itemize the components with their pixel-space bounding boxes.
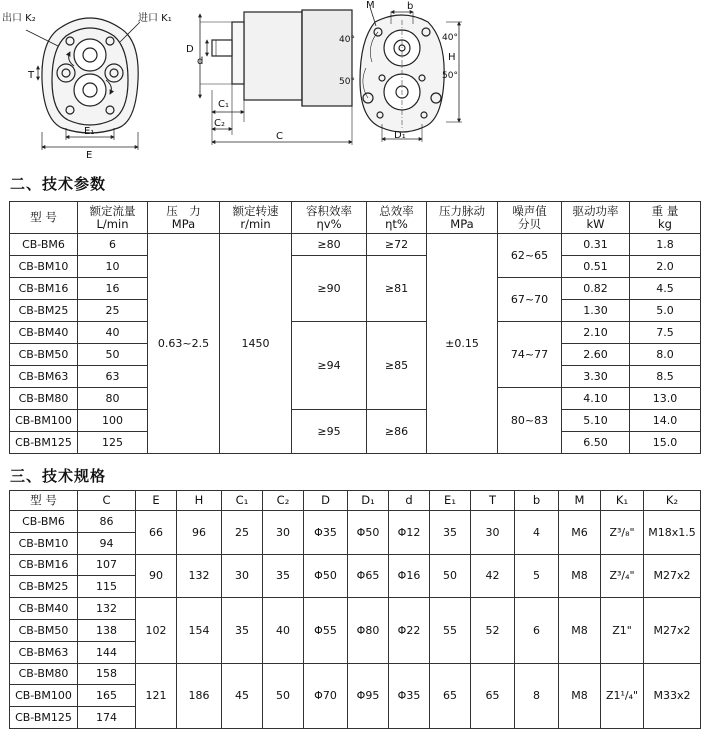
K1-cell: Z1" [601,598,644,663]
table-row [10,410,701,432]
angle-50-right: 50° [442,71,458,81]
D1-cell: Φ50 [348,511,389,555]
model-cell: CB-BM40 [10,598,78,620]
power-cell: 4.10 [562,388,630,410]
total-eff-cell: ≥81 [367,256,427,322]
header-E: E [136,491,177,511]
outlet-label: 出口 K₂ [2,13,36,24]
header-C1: C₁ [222,491,263,511]
model-cell: CB-BM6 [10,511,78,533]
d-cell: Φ22 [389,598,430,663]
header-volumetric-efficiency: 容积效率 ηv% [292,202,367,234]
E-cell: 102 [136,598,177,663]
noise-cell: 67~70 [498,278,562,322]
tech-params-table [9,201,701,454]
header-model: 型 号 [10,491,78,511]
section2-title: 二、技术参数 [10,175,107,193]
C-cell: 138 [78,619,136,641]
model-cell: CB-BM125 [10,707,78,729]
weight-cell: 8.0 [630,344,701,366]
C1-cell: 35 [222,598,263,663]
header-d: d [389,491,430,511]
weight-cell: 1.8 [630,234,701,256]
tech-specs-table [9,490,701,729]
model-cell: CB-BM10 [10,256,78,278]
H-cell: 132 [177,554,222,598]
table-row [10,256,701,278]
header-K1: K₁ [601,491,644,511]
model-cell: CB-BM16 [10,554,78,576]
E1-cell: 55 [430,598,471,663]
header-power: 驱动功率 kW [562,202,630,234]
pulse-cell: ±0.15 [427,234,498,454]
total-eff-cell: ≥86 [367,410,427,454]
angle-40-right: 40° [442,33,458,43]
D-cell: Φ35 [304,511,348,555]
weight-cell: 2.0 [630,256,701,278]
C-cell: 115 [78,576,136,598]
K2-cell: M33x2 [644,663,701,728]
header-b: b [515,491,559,511]
E-cell: 66 [136,511,177,555]
D1-cell: Φ80 [348,598,389,663]
C2-cell: 40 [263,598,304,663]
header-K2: K₂ [644,491,701,511]
table-header-row [10,491,701,511]
power-cell: 1.30 [562,300,630,322]
T-cell: 42 [471,554,515,598]
section3-title: 三、技术规格 [10,467,107,485]
C2-cell: 30 [263,511,304,555]
dim-D: D [186,44,194,55]
power-cell: 6.50 [562,432,630,454]
total-eff-cell: ≥72 [367,234,427,256]
model-cell: CB-BM10 [10,532,78,554]
angle-40-left: 40° [339,35,355,45]
angle-50-left: 50° [339,77,355,87]
table-row [10,663,701,685]
noise-cell: 80~83 [498,388,562,454]
spec-body [10,511,701,729]
power-cell: 0.82 [562,278,630,300]
header-T: T [471,491,515,511]
weight-cell: 5.0 [630,300,701,322]
table-row [10,511,701,533]
b-cell: 5 [515,554,559,598]
C-cell: 165 [78,685,136,707]
M-cell: M8 [559,598,601,663]
header-speed: 额定转速 r/min [220,202,292,234]
vol-eff-cell: ≥95 [292,410,367,454]
header-E1: E₁ [430,491,471,511]
E1-cell: 50 [430,554,471,598]
vol-eff-cell: ≥90 [292,256,367,322]
power-cell: 2.10 [562,322,630,344]
dim-b: b [407,1,414,12]
weight-cell: 13.0 [630,388,701,410]
header-C2: C₂ [263,491,304,511]
M-cell: M8 [559,663,601,728]
weight-cell: 4.5 [630,278,701,300]
model-cell: CB-BM80 [10,663,78,685]
K1-cell: Z³/₄" [601,554,644,598]
D-cell: Φ50 [304,554,348,598]
header-M: M [559,491,601,511]
table-row [10,234,701,256]
model-cell: CB-BM100 [10,410,78,432]
T-cell: 65 [471,663,515,728]
header-flow: 额定流量 L/min [78,202,148,234]
header-D1: D₁ [348,491,389,511]
C1-cell: 45 [222,663,263,728]
b-cell: 4 [515,511,559,555]
flow-cell: 16 [78,278,148,300]
dim-E1: E₁ [84,126,95,137]
model-cell: CB-BM50 [10,344,78,366]
d-cell: Φ35 [389,663,430,728]
power-cell: 5.10 [562,410,630,432]
E1-cell: 65 [430,663,471,728]
dim-C2: C₂ [214,118,225,129]
C2-cell: 35 [263,554,304,598]
header-noise: 噪声值 分贝 [498,202,562,234]
flow-cell: 10 [78,256,148,278]
header-pressure-pulse: 压力脉动 MPa [427,202,498,234]
flow-cell: 25 [78,300,148,322]
D1-cell: Φ95 [348,663,389,728]
T-cell: 52 [471,598,515,663]
dim-C1: C₁ [218,99,229,110]
K1-cell: Z1¹/₄" [601,663,644,728]
table-row [10,322,701,344]
D-cell: Φ55 [304,598,348,663]
K1-cell: Z³/₈" [601,511,644,555]
d-cell: Φ12 [389,511,430,555]
dim-d: d [197,56,204,67]
K2-cell: M18x1.5 [644,511,701,555]
total-eff-cell: ≥85 [367,322,427,410]
dim-E: E [86,150,93,161]
noise-cell: 62~65 [498,234,562,278]
b-cell: 6 [515,598,559,663]
D-cell: Φ70 [304,663,348,728]
dim-D1: D₁ [394,130,406,141]
dim-C: C [276,131,283,142]
model-cell: CB-BM63 [10,366,78,388]
flow-cell: 100 [78,410,148,432]
weight-cell: 14.0 [630,410,701,432]
vol-eff-cell: ≥80 [292,234,367,256]
pressure-cell: 0.63~2.5 [148,234,220,454]
C-cell: 158 [78,663,136,685]
front-view [26,18,140,150]
model-cell: CB-BM63 [10,641,78,663]
flow-cell: 6 [78,234,148,256]
flow-cell: 50 [78,344,148,366]
header-H: H [177,491,222,511]
C1-cell: 30 [222,554,263,598]
H-cell: 154 [177,598,222,663]
dim-T: T [28,70,35,81]
model-cell: CB-BM125 [10,432,78,454]
model-cell: CB-BM25 [10,300,78,322]
model-cell: CB-BM50 [10,619,78,641]
model-cell: CB-BM6 [10,234,78,256]
D1-cell: Φ65 [348,554,389,598]
weight-cell: 15.0 [630,432,701,454]
dim-M: M [366,0,375,11]
C-cell: 144 [78,641,136,663]
d-cell: Φ16 [389,554,430,598]
E-cell: 90 [136,554,177,598]
H-cell: 186 [177,663,222,728]
power-cell: 0.31 [562,234,630,256]
C-cell: 86 [78,511,136,533]
inlet-label: 进口 K₁ [138,13,172,24]
pump-drawings [0,0,710,162]
b-cell: 8 [515,663,559,728]
E-cell: 121 [136,663,177,728]
dim-H: H [448,52,456,63]
C2-cell: 50 [263,663,304,728]
flow-cell: 125 [78,432,148,454]
M-cell: M8 [559,554,601,598]
weight-cell: 7.5 [630,322,701,344]
header-weight: 重 量 kg [630,202,701,234]
C-cell: 107 [78,554,136,576]
model-cell: CB-BM100 [10,685,78,707]
C-cell: 94 [78,532,136,554]
header-total-efficiency: 总效率 ηt% [367,202,427,234]
power-cell: 2.60 [562,344,630,366]
flow-cell: 40 [78,322,148,344]
E1-cell: 35 [430,511,471,555]
noise-cell: 74~77 [498,322,562,388]
power-cell: 3.30 [562,366,630,388]
C-cell: 132 [78,598,136,620]
table-row [10,554,701,576]
flow-cell: 63 [78,366,148,388]
M-cell: M6 [559,511,601,555]
model-cell: CB-BM80 [10,388,78,410]
K2-cell: M27x2 [644,598,701,663]
K2-cell: M27x2 [644,554,701,598]
table-row [10,598,701,620]
H-cell: 96 [177,511,222,555]
model-cell: CB-BM16 [10,278,78,300]
table-header-row [10,202,701,234]
C1-cell: 25 [222,511,263,555]
model-cell: CB-BM25 [10,576,78,598]
weight-cell: 8.5 [630,366,701,388]
flow-cell: 80 [78,388,148,410]
C-cell: 174 [78,707,136,729]
header-model: 型 号 [10,202,78,234]
speed-cell: 1450 [220,234,292,454]
header-D: D [304,491,348,511]
power-cell: 0.51 [562,256,630,278]
header-pressure: 压 力 MPa [148,202,220,234]
model-cell: CB-BM40 [10,322,78,344]
header-C: C [78,491,136,511]
T-cell: 30 [471,511,515,555]
vol-eff-cell: ≥94 [292,322,367,410]
